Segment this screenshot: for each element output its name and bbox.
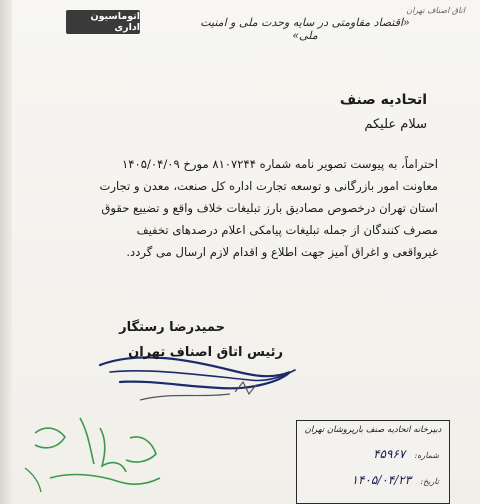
letterhead bbox=[180, 6, 475, 42]
body-line: احتراماً، به پیوست تصویر نامه شماره ۸۱۰۷۲۴۴ مورخ ۱۴۰۵/۰۴/۰۹ bbox=[122, 157, 438, 171]
stamp-date-value: ۱۴۰۵/۰۴/۲۳ bbox=[351, 473, 412, 487]
signatory-name: حمیدرضا رستگار bbox=[119, 320, 225, 335]
body-line: استان تهران درخصوص مصادیق بارز تبلیغات خلاف واقع و تضییع حقوق bbox=[101, 201, 438, 215]
automation-badge: اتوماسیون اداری bbox=[66, 10, 140, 34]
stamp-date-label: تاریخ: bbox=[420, 477, 439, 486]
stamp-number-value: ۴۵۹۶۷ bbox=[373, 447, 406, 461]
receipt-stamp bbox=[296, 420, 450, 504]
letterhead-logo-text: اتاق اصناف تهران bbox=[406, 6, 465, 15]
body-line: غیرواقعی و اغراق آمیز جهت اطلاع و اقدام لازم ارسال می گردد. bbox=[126, 245, 438, 259]
body-line: معاونت امور بازرگانی و توسعه تجارت اداره کل صنعت، معدن و تجارت bbox=[99, 179, 438, 193]
signatory-title: رئیس اتاق اصناف تهران bbox=[128, 345, 283, 360]
greeting-line: سلام علیکم bbox=[364, 117, 427, 132]
handwritten-signature bbox=[80, 320, 320, 420]
stamp-date-row bbox=[352, 473, 439, 487]
body-line: مصرف کنندگان از جمله تبلیغات پیامکی اعلام درصدهای تخفیف bbox=[136, 223, 438, 237]
letter-body bbox=[99, 153, 438, 263]
letterhead-motto: «اقتصاد مقاومتی در سایه وحدت ملی و امنیت ملی» bbox=[200, 16, 410, 42]
recipient-line: اتحادیه صنف bbox=[339, 92, 427, 108]
stamp-number-label: شماره: bbox=[414, 451, 439, 460]
green-handwritten-note bbox=[10, 408, 190, 503]
stamp-number-row bbox=[373, 447, 439, 461]
stamp-title: دبیرخانه اتحادیه صنف بارپروشان تهران bbox=[304, 425, 442, 435]
